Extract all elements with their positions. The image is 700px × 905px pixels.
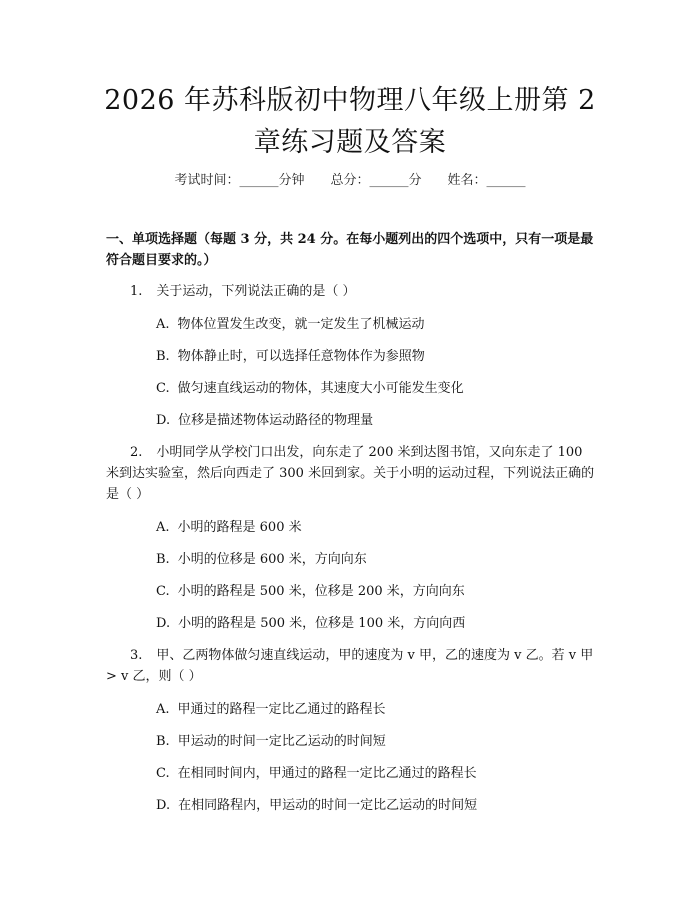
question-2 <box>106 442 596 505</box>
question-number: 3. <box>130 648 143 663</box>
question-2-option-a: A. 小明的路程是 600 米 <box>156 520 302 535</box>
question-text: 小明同学从学校门口出发，向东走了 200 米到达图书馆，又向东走了 100 米到达实验室，然后向西走了 300 米回到家。关于小明的运动过程，下列说法正确的是（ ） <box>106 445 595 502</box>
exam-meta <box>0 169 700 188</box>
question-number: 2. <box>130 445 143 460</box>
question-3 <box>106 645 596 687</box>
question-2-option-d: D. 小明的路程是 500 米，位移是 100 米，方向向西 <box>156 616 466 631</box>
question-3-option-c: C. 在相同时间内，甲通过的路程一定比乙通过的路程长 <box>156 766 477 781</box>
question-text: 甲、乙两物体做匀速直线运动，甲的速度为 v 甲，乙的速度为 v 乙。若 v 甲 > v 乙，则（ ） <box>106 648 594 684</box>
page-title: 2026 年苏科版初中物理八年级上册第 2 章练习题及答案 <box>104 85 596 158</box>
exam-time-field: 考试时间：______分钟 <box>174 173 305 188</box>
question-3-option-d: D. 在相同路程内，甲运动的时间一定比乙运动的时间短 <box>156 798 478 813</box>
question-1 <box>106 281 596 302</box>
question-text: 关于运动，下列说法正确的是（ ） <box>156 284 356 299</box>
student-name-field: 姓名：______ <box>447 173 526 188</box>
question-1-option-b: B. 物体静止时，可以选择任意物体作为参照物 <box>156 349 425 364</box>
question-number: 1. <box>130 284 143 299</box>
question-3-option-b: B. 甲运动的时间一定比乙运动的时间短 <box>156 734 386 749</box>
total-score-field: 总分：______分 <box>330 173 422 188</box>
question-2-option-c: C. 小明的路程是 500 米，位移是 200 米，方向向东 <box>156 584 465 599</box>
question-1-option-a: A. 物体位置发生改变，就一定发生了机械运动 <box>156 317 425 332</box>
question-1-option-d: D. 位移是描述物体运动路径的物理量 <box>156 413 374 428</box>
question-list <box>106 281 596 816</box>
question-1-option-c: C. 做匀速直线运动的物体，其速度大小可能发生变化 <box>156 381 464 396</box>
question-3-option-a: A. 甲通过的路程一定比乙通过的路程长 <box>156 702 386 717</box>
section-heading: 一、单项选择题（每题 3 分，共 24 分。在每小题列出的四个选项中，只有一项是最符合题目要求的。） <box>106 232 594 268</box>
question-2-option-b: B. 小明的位移是 600 米，方向向东 <box>156 552 367 567</box>
